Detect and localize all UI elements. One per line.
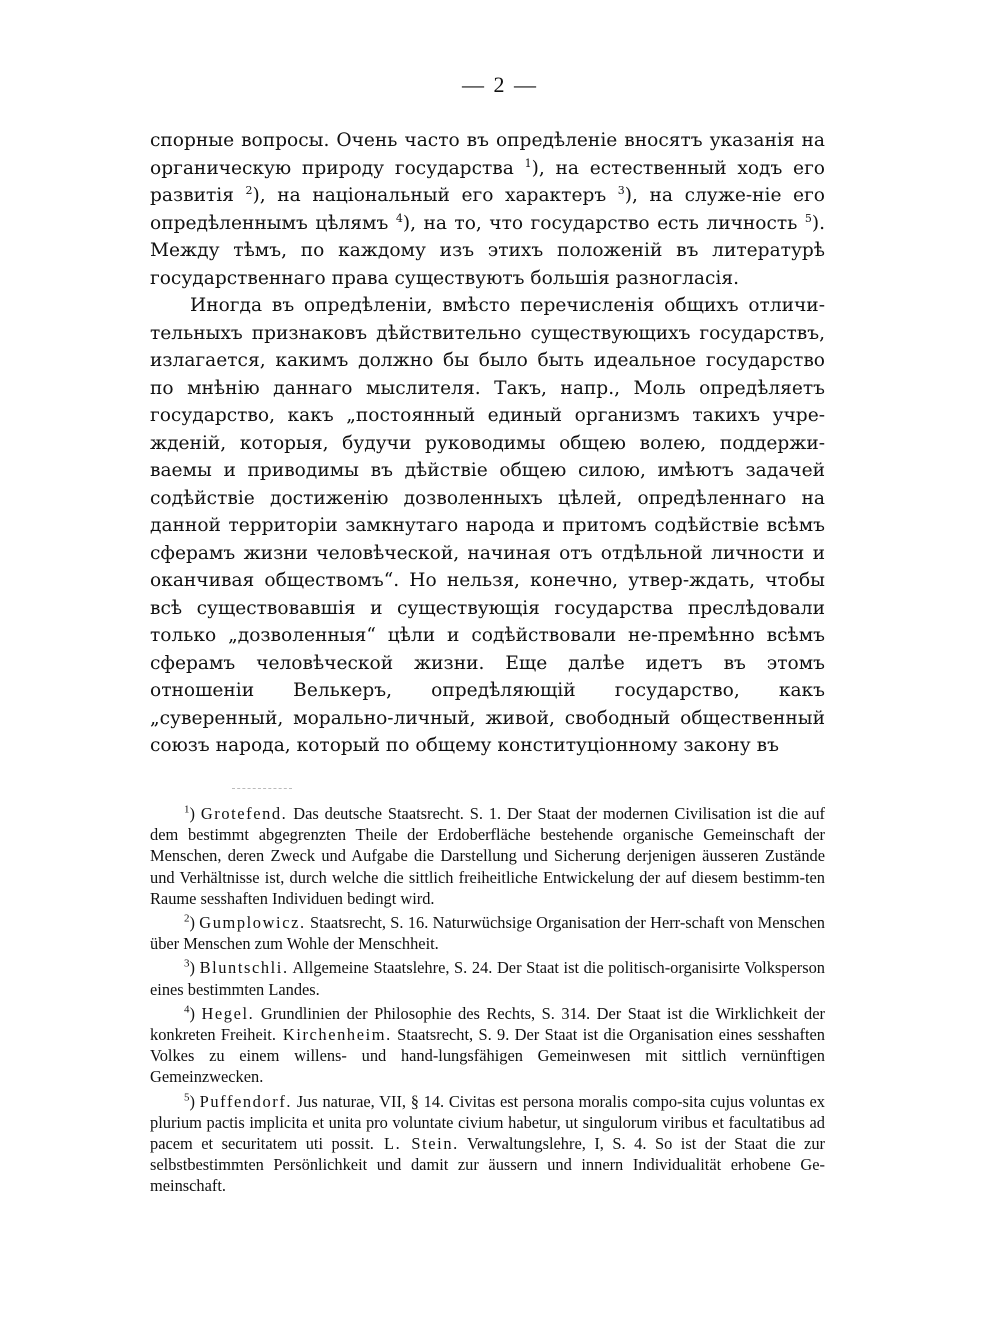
footnote-3-text: Allgemeine Staatslehre, S. 24. Der Staat ist die politisch-organisirte Volksperson eines bestimmten Landes.: [150, 958, 825, 999]
footnotes: [150, 803, 825, 1200]
footnote-1-marker: 1: [184, 803, 190, 816]
footnote-4-author-2: Kirchenheim.: [275, 1025, 392, 1045]
footnote-ref-3: 3: [617, 183, 625, 197]
footnote-2-marker: 2: [184, 912, 190, 925]
paragraph-1-text-f: ). Между тѣмъ, по каждому изъ этихъ положеній въ литературѣ государственнаго права существуютъ большія разногласія.: [150, 212, 825, 289]
footnote-2: $^2$) Gumplowicz. Staatsrecht, S. 16. Naturwüchsige Organisation der Herr-schaft von Menschen über Menschen zum Wohle der Menschheit.: [150, 912, 825, 954]
footnote-5: $^5$) Puffendorf. Jus naturae, VII, § 14. Civitas est persona moralis compo-sita cujus voluntas ex plurium pactis implicita et unita pro voluntate civium habetur, ut singulorum viribus et facultatibus ad pacem et securitatem uti possit. L. Stein. Verwaltungslehre, I, S. 4. So ist der Staat die zur selbstbestimmten Persönlichkeit und damit zur äussern und innern Individualität erhobene Ge-meinschaft.: [150, 1091, 825, 1196]
paragraph-2: Иногда въ опредѣленіи, вмѣсто перечисленія общихъ отличи-тельныхъ признаковъ дѣйствительно существующихъ государствъ, излагается, какимъ должно бы было быть идеальное государство по мнѣнію даннаго мыслителя. Такъ, напр., Моль опредѣляетъ государство, какъ „постоянный единый организмъ такихъ учре-жденій, которыя, будучи руководимы общею волею, поддержи-ваемы и приводимы въ дѣйствіе общею силою, имѣютъ задачей содѣйствіе достиженію дозволенныхъ цѣлей, опредѣленнаго на данной территоріи замкнутаго народа и притомъ содѣйствіе всѣмъ сферамъ жизни человѣческой, начиная отъ отдѣльной личности и оканчивая обществомъ“. Но нельзя, конечно, утвер-ждать, чтобы всѣ существовавшія и существующія государства преслѣдовали только „дозволенныя“ цѣли и содѣйствовали не-премѣнно всѣмъ сферамъ человѣческой жизни. Еще далѣе идетъ въ этомъ отношеніи Велькеръ, опредѣляющій государство, какъ „суверенный, морально-личный, живой, свободный общественный союзъ народа, который по общему конституціонному закону въ: [150, 295, 825, 756]
footnote-ref-5: 5: [804, 211, 812, 225]
paragraph-1-text-b: ), на естественный ходъ его развитія: [150, 157, 825, 206]
footnote-ref-1: 1: [524, 156, 532, 170]
footnote-5-author: Puffendorf.: [199, 1091, 293, 1111]
footnote-5-text: Jus naturae, VII, § 14. Civitas est persona moralis compo-sita cujus voluntas ex plurium pactis implicita et unita pro voluntate civium habetur, ut singulorum viribus et facultatibus ad pacem et securitatem uti possit.: [150, 1091, 825, 1154]
paragraph-1-text-d: ), на служе-ніе его опредѣленнымъ цѣлямъ: [150, 185, 825, 234]
paragraph-1-text-a: спорные вопросы. Очень часто въ опредѣленіе вносятъ указанія на органическую природу государства: [150, 130, 825, 179]
page-number: — 2 —: [462, 72, 538, 97]
footnote-2-author: Gumplowicz.: [199, 913, 306, 933]
footnote-5-text-2: Verwaltungslehre, I, S. 4. So ist der Staat die zur selbstbestimmten Persönlichkeit und damit zur äussern und innern Individualität erhobene Ge-meinschaft.: [150, 1134, 825, 1196]
footnote-5-author-2: L. Stein.: [373, 1134, 459, 1154]
footnote-4-text-2: Staatsrecht, S. 9. Der Staat ist die Organisation eines sesshaften Volkes zu einem willens- und hand-lungsfähigen Gemeinwesen mit sittlich vernünftigen Gemeinzwecken.: [150, 1025, 825, 1087]
footnote-5-marker: 5: [184, 1091, 190, 1104]
footnote-ref-4: 4: [395, 211, 403, 225]
footnote-1: $^1$) Grotefend. Das deutsche Staatsrecht. S. 1. Der Staat der modernen Civilisation ist die auf dem bestimmt abgegrenzten Theile der Erdoberfläche bestehende organische Gemeinschaft der Menschen, deren Zweck und Aufgabe die Darstellung und Sicherung derjenigen äusseren Zustände und Verhältnisse ist, durch welche die sittlich freiheitliche Entwickelung der auf diesem bestimm-ten Raume sesshaften Individuen bedingt wird.: [150, 803, 825, 908]
footnote-4-text: Grundlinien der Philosophie des Rechts, S. 314. Der Staat ist die Wirklichkeit der konkreten Freiheit.: [150, 1003, 825, 1045]
footnote-divider: [232, 788, 292, 789]
footnote-3-author: Bluntschli.: [199, 958, 289, 978]
footnote-2-text: Staatsrecht, S. 16. Naturwüchsige Organisation der Herr-schaft von Menschen über Menschen zum Wohle der Menschheit.: [150, 913, 825, 954]
footnote-3-marker: 3: [184, 957, 190, 970]
footnote-1-author: Grotefend.: [200, 804, 288, 823]
main-text: [150, 127, 825, 760]
paragraph-1: [150, 127, 825, 292]
footnote-4-author: Hegel.: [201, 1003, 255, 1023]
footnote-3: $^3$) Bluntschli. Allgemeine Staatslehre, S. 24. Der Staat ist die politisch-organisirte Volksperson eines bestimmten Landes.: [150, 957, 825, 999]
paragraph-1-text-c: ), на національный его характеръ: [252, 185, 618, 206]
footnote-ref-2: 2: [245, 183, 253, 197]
footnote-4: $^4$) Hegel. Grundlinien der Philosophie des Rechts, S. 314. Der Staat ist die Wirklichkeit der konkreten Freiheit. Kirchenheim. Staatsrecht, S. 9. Der Staat ist die Organisation eines sesshaften Volkes zu einem willens- und hand-lungsfähigen Gemeinwesen mit sittlich vernünftigen Gemeinzwecken.: [150, 1003, 825, 1087]
footnote-1-text: Das deutsche Staatsrecht. S. 1. Der Staat der modernen Civilisation ist die auf dem bestimmt abgegrenzten Theile der Erdoberfläche bestehende organische Gemeinschaft der Menschen, deren Zweck und Aufgabe die Darstellung und Sicherung derjenigen äusseren Zustände und Verhältnisse ist, durch welche die sittlich freiheitliche Entwickelung der auf diesem bestimm-ten Raume sesshaften Individuen bedingt wird.: [150, 804, 825, 908]
footnote-4-marker: 4: [184, 1003, 190, 1016]
paragraph-1-text-e: ), на то, что государство есть личность: [402, 212, 805, 234]
